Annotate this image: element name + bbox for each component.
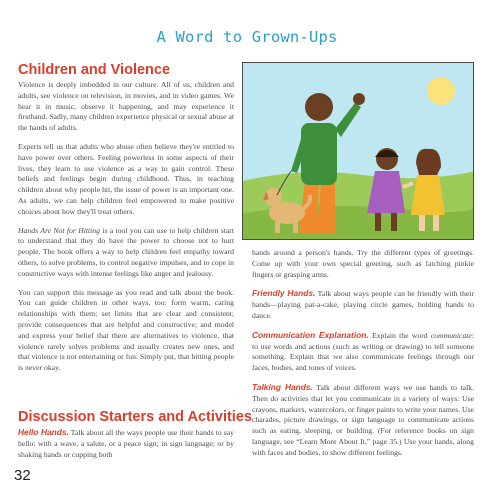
book-title: Hands Are Not for Hitting [18,225,100,235]
page-title: A Word to Grown-Ups [156,28,338,46]
lead-friendly-hands: Friendly Hands. [252,288,316,299]
book-tool-text: is a tool you can use to help children start to understand that they do have the power to choose not to hurt people. The book offers a way to help children feel empathy toward others, to solve problems, to control negative impulses, and to cope in constructive ways with intense feelings like anger and jealousy. [18,225,234,278]
left-column-bottom [18,427,234,460]
paragraph-communication [252,330,474,374]
hello-hands-text: Talk about all the ways people use their hands to say hello: with a wave, a salute, or a peace sign; in sign language; or by shaking hands or cupping both [18,428,234,459]
paragraph-talking-hands [252,382,474,459]
lead-talking-hands: Talking Hands. [252,381,313,392]
family-waving-with-dog-illustration [242,62,474,240]
section-heading-discussion: Discussion Starters and Activities [18,409,252,425]
talking-hands-text: Talk about different ways we use hands to talk. Then do activities that let you communicate in a variety of ways: Use crayons, markers, watercolors, or finger paints to write your names. Use charades, picture drawings, or sign language to communicate actions such as eating, sleeping, or building. (For reference books on sign language, see “Learn More About It,” page 35.) Use your hands, along with faces and bodies, to show different feelings. [252,382,475,457]
paragraph-violence-culture: Violence is deeply imbedded in our culture. All of us, children and adults, see violence on television, in movies, and in video games. We hear it in music, observe it happening, and may experience it firsthand. Sadly, many children experience physical or sexual abuse at the hands of adults. [18,80,234,133]
lead-communication: Communication Explanation. [252,329,369,340]
paragraph-support-message: You can support this message as you read and talk about the book. You can guide children in other ways, too: form warm, caring relationships with them; set limits that are clear and consistent; provide consequences that are helpful and constructive; and model and express your belief that there are alternatives to violence, that violence rarely solves problems and usually creates new ones, and that violence is not entertaining or fun. Simply put, that hitting people is never okay. [18,287,234,373]
communicate-word: communicate [430,330,472,340]
lead-hello-hands: Hello Hands. [18,427,69,437]
section-heading-children-violence: Children and Violence [18,62,171,78]
paragraph-experts: Experts tell us that adults who abuse often believe they're entitled to have power over others. Feeling powerless in some aspects of their lives, they learn to use violence as a way to gain control. These beliefs and feelings begin during childhood. Thus, in teaching children about why people hit, the issue of power is an important one. As adults, we can help children feel empowered to make positive choices about how they'll treat others. [18,141,234,216]
paragraph-friendly-hands [252,288,474,321]
left-column [18,80,234,374]
hello-hands-continued: hands around a person's hands. Try the different types of greetings. Come up with your own special greeting, such as latching pinkie fingers or grasping arms. [252,248,474,279]
page-number: 32 [14,467,31,484]
friendly-hands-text: Talk about ways people can be friendly with their hands—playing pat-a-cake, playing circle games, holding hands to dance. [252,289,475,320]
communication-text-1: Explain the word [368,330,431,340]
paragraph-hello-hands [18,427,234,460]
sun-icon [427,77,455,105]
communication-text-2: : to use words and actions (such as writing or drawing) to tell someone something. Explain that we also communicate feelings through our faces, bodies, and tones of voices. [252,330,474,373]
paragraph-book-tool [18,226,234,280]
illustration-svg [243,63,474,240]
right-column [252,248,474,459]
